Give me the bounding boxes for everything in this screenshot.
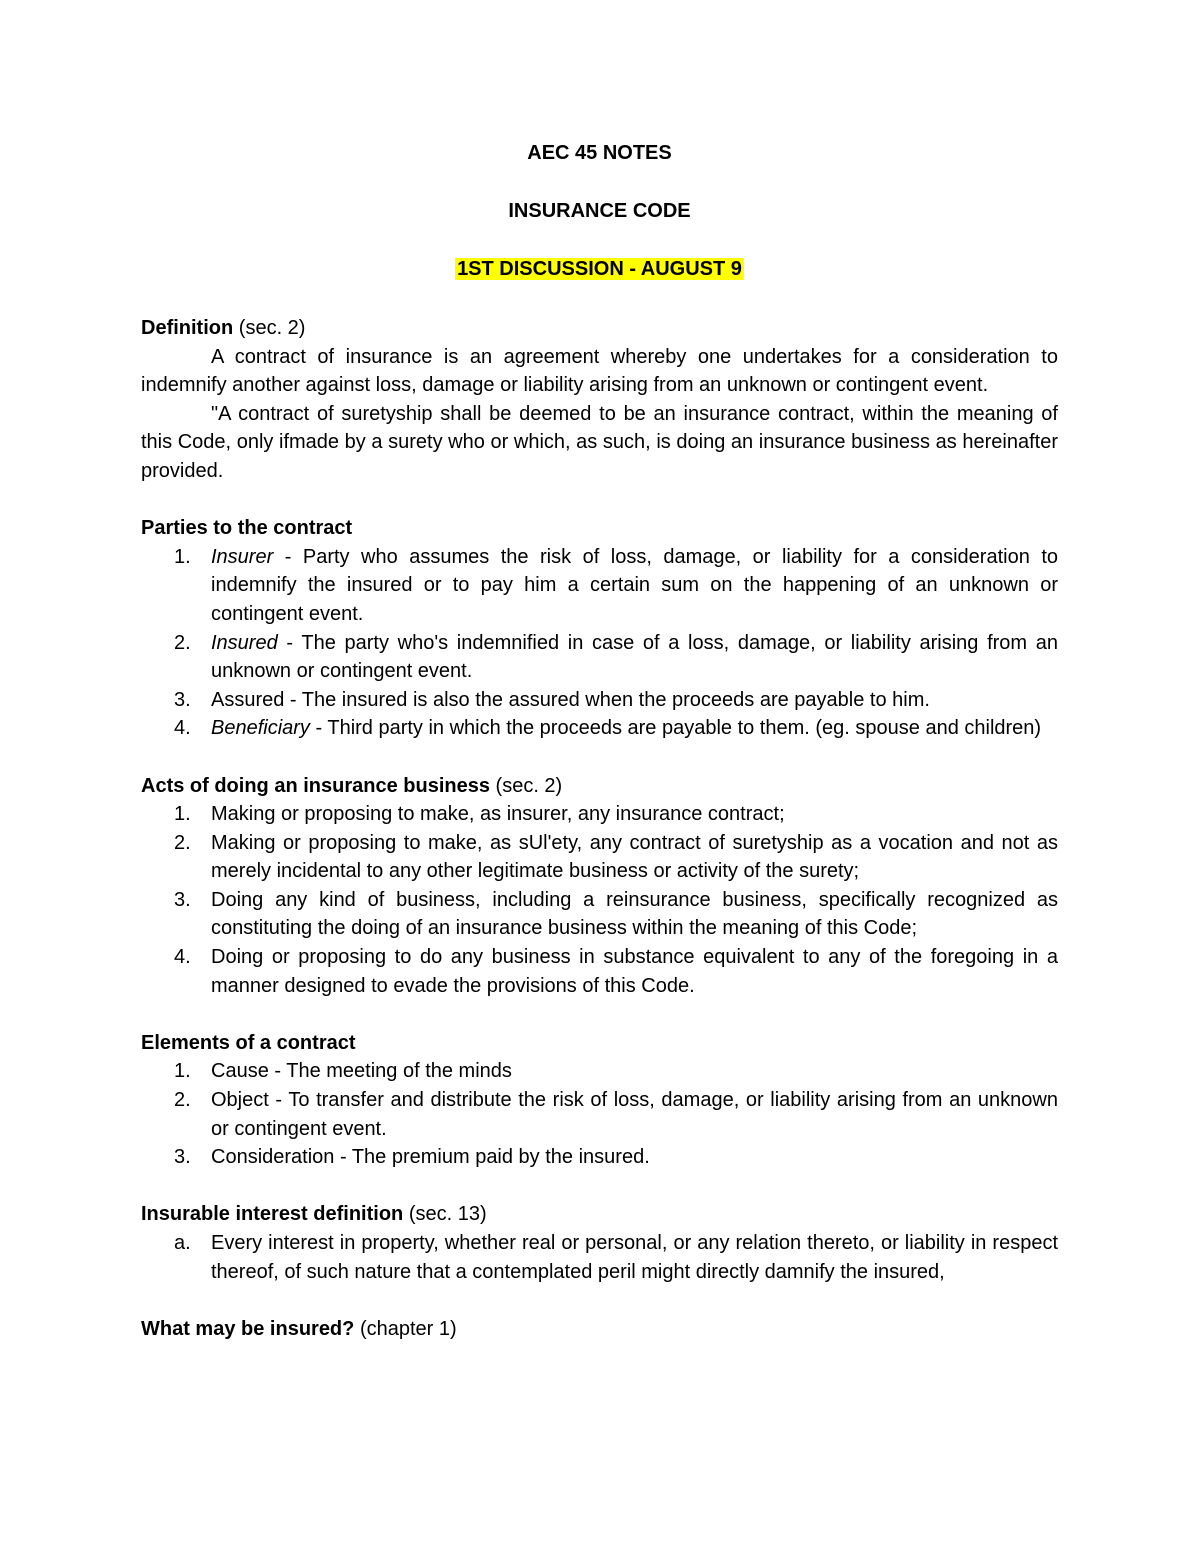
list-item-text: Cause - The meeting of the minds: [211, 1060, 512, 1083]
party-description: - The insured is also the assured when the proceeds are payable to him.: [284, 688, 930, 711]
list-item-text: Doing or proposing to do any business in substance equivalent to any of the foregoing in a manner designed to evade the provisions of this Code.: [211, 946, 1058, 997]
list-marker: 1.: [174, 545, 191, 568]
list-marker: a.: [174, 1232, 191, 1254]
parties-list: [141, 543, 1058, 743]
elements-section: [141, 1029, 1058, 1172]
what-insured-heading-label: What may be insured?: [141, 1317, 355, 1340]
list-item-text: Object - To transfer and distribute the risk of loss, damage, or liability arising from an unknown or contingent event.: [211, 1089, 1058, 1140]
parties-heading-label: Parties to the contract: [141, 517, 353, 540]
list-item-text: Making or proposing to make, as insurer, any insurance contract;: [211, 803, 785, 826]
insurable-heading-label: Insurable interest definition: [141, 1203, 404, 1226]
list-item: [141, 1229, 1058, 1286]
document-title: AEC 45 NOTES: [527, 142, 672, 164]
party-term: Insured: [211, 631, 278, 654]
list-item-text: Making or proposing to make, as sUl'ety, any contract of suretyship as a vocation and not as merely incidental to any other legitimate business or activity of the surety;: [211, 831, 1058, 883]
list-item: [141, 1057, 1058, 1086]
elements-heading: [141, 1029, 1058, 1058]
what-insured-section: [141, 1315, 1058, 1344]
parties-section: [141, 514, 1058, 743]
document-subtitle: INSURANCE CODE: [508, 200, 691, 222]
parties-heading: [141, 514, 1058, 543]
insurable-heading-ref: (sec. 13): [408, 1203, 487, 1226]
list-item: [141, 1143, 1058, 1172]
party-description: - Third party in which the proceeds are payable to them. (eg. spouse and children): [309, 717, 1042, 740]
party-term: Beneficiary: [211, 717, 310, 740]
discussion-heading: [141, 255, 1058, 284]
definition-paragraph: "A contract of suretyship shall be deemed to be an insurance contract, within the meaning of this Code, only ifmade by a surety who or which, as such, is doing an insurance business as hereinafter provided.: [141, 402, 1058, 482]
party-term: Assured: [211, 688, 285, 711]
list-item: [141, 1086, 1058, 1143]
list-item-text: Consideration - The premium paid by the insured.: [211, 1146, 650, 1169]
list-item: [141, 886, 1058, 943]
list-marker: 1.: [174, 1060, 191, 1083]
list-item: [141, 800, 1058, 829]
elements-heading-label: Elements of a contract: [141, 1031, 356, 1054]
list-marker: 2.: [174, 831, 191, 854]
list-marker: 3.: [174, 1146, 191, 1169]
list-item: [141, 829, 1058, 886]
list-marker: 2.: [174, 631, 191, 654]
discussion-highlight: 1ST DISCUSSION - AUGUST 9: [457, 258, 742, 280]
list-item: [141, 943, 1058, 1000]
list-item-text: Every interest in property, whether real or personal, or any relation thereto, or liability in respect thereof, of such nature that a contemplated peril might directly damnify the insured,: [211, 1232, 1058, 1283]
list-marker: 2.: [174, 1089, 191, 1112]
list-marker: 3.: [174, 688, 191, 711]
definition-heading: [141, 314, 1058, 343]
what-insured-heading-ref: (chapter 1): [359, 1317, 457, 1340]
insurable-heading: [141, 1200, 1058, 1229]
what-insured-heading: [141, 1315, 1058, 1344]
list-item: [141, 629, 1058, 686]
insurable-list: [141, 1229, 1058, 1286]
definition-heading-label: Definition: [141, 317, 234, 339]
definition-paragraph: A contract of insurance is an agreement whereby one undertakes for a consideration to indemnify another against loss, damage or liability arising from an unknown or contingent event.: [141, 345, 1058, 397]
insurable-section: [141, 1200, 1058, 1286]
definition-heading-ref: (sec. 2): [238, 317, 306, 339]
party-description: - Party who assumes the risk of loss, damage, or liability for a consideration to indemnify the insured or to pay him a certain sum on the happening of an unknown or contingent event.: [211, 545, 1058, 625]
party-description: - The party who's indemnified in case of a loss, damage, or liability arising from an unknown or contingent event.: [211, 631, 1058, 683]
acts-heading-label: Acts of doing an insurance business: [141, 774, 490, 797]
acts-heading: [141, 772, 1058, 801]
list-marker: 3.: [174, 888, 191, 911]
elements-list: [141, 1057, 1058, 1171]
acts-section: [141, 772, 1058, 1001]
definition-section: [141, 314, 1058, 486]
party-term: Insurer: [211, 545, 274, 568]
list-marker: 1.: [174, 803, 191, 826]
list-marker: 4.: [174, 946, 191, 969]
list-marker: 4.: [174, 717, 191, 740]
list-item-text: Doing any kind of business, including a reinsurance business, specifically recognized as constituting the doing of an insurance business within the meaning of this Code;: [211, 888, 1058, 940]
list-item: [141, 543, 1058, 629]
list-item: [141, 686, 1058, 715]
document-page: [141, 139, 1058, 1343]
acts-heading-ref: (sec. 2): [495, 774, 563, 797]
acts-list: [141, 800, 1058, 1000]
list-item: [141, 714, 1058, 743]
